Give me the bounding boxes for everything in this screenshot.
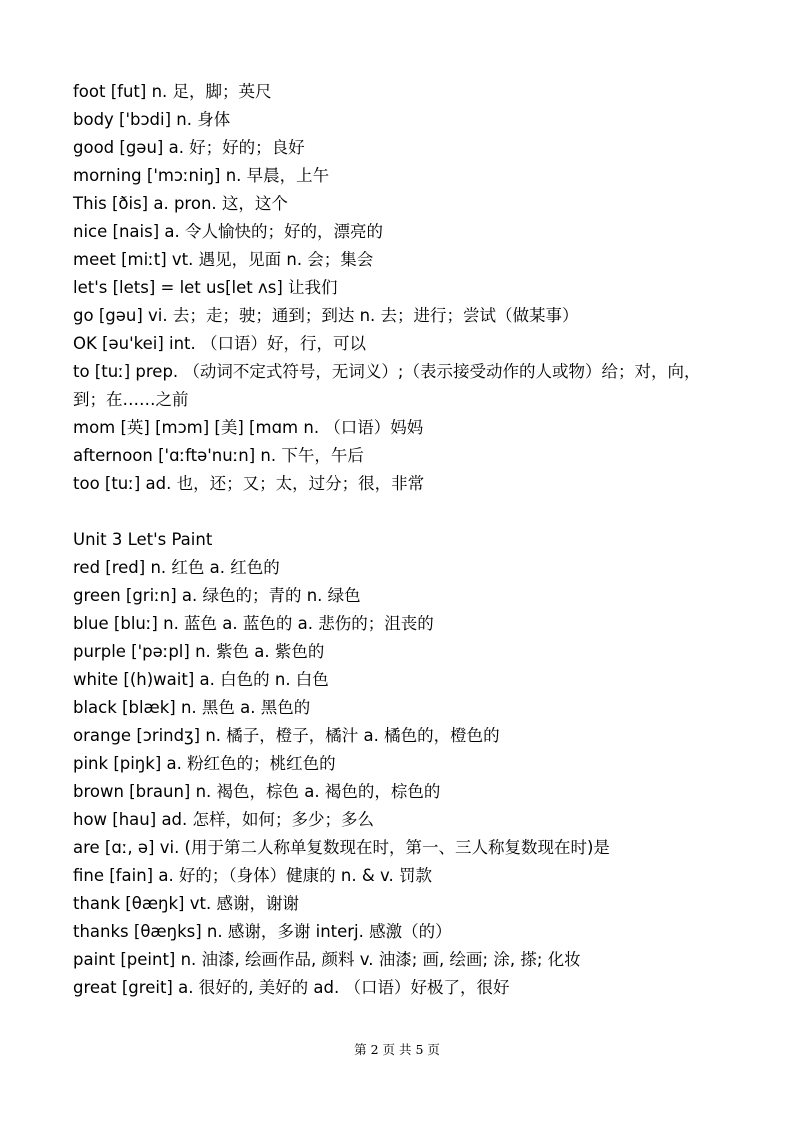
page-number-footer: 第 2 页 共 5 页	[354, 1042, 440, 1057]
entry-great: great [greit] a. 很好的, 美好的 ad. （口语）好极了，很好	[73, 978, 510, 997]
entry-foot: foot [fut] n. 足，脚；英尺	[73, 82, 272, 101]
entry-fine: fine [fain] a. 好的；（身体）健康的 n. & v. 罚款	[73, 866, 432, 885]
entry-to: to [tuː] prep. （动词不定式符号，无词义）;（表示接受动作的人或物）给；对，向，到；在……之前	[73, 362, 701, 409]
entry-black: black [blæk] n. 黑色 a. 黑色的	[73, 698, 311, 717]
entry-purple: purple ['pəːpl] n. 紫色 a. 紫色的	[73, 642, 325, 661]
entry-are: are [ɑː, ə] vi. (用于第二人称单复数现在时，第一、三人称复数现在时)是	[73, 838, 610, 857]
entry-nice: nice [nais] a. 令人愉快的；好的，漂亮的	[73, 222, 383, 241]
entry-this: This [ðis] a. pron. 这，这个	[73, 194, 288, 213]
entry-brown: brown [braun] n. 褐色，棕色 a. 褐色的，棕色的	[73, 782, 441, 801]
entry-too: too [tuː] ad. 也，还；又；太，过分；很，非常	[73, 474, 425, 493]
unit-heading: Unit 3 Let's Paint	[73, 530, 213, 549]
entry-good: good [gəu] a. 好；好的；良好	[73, 138, 305, 157]
entry-ok: OK [əu'kei] int. （口语）好，行，可以	[73, 334, 367, 353]
entry-go: go [gəu] vi. 去；走；驶；通到；到达 n. 去；进行；尝试（做某事）	[73, 306, 579, 325]
vocabulary-list	[73, 78, 733, 1002]
entry-orange: orange [ɔrindʒ] n. 橘子，橙子，橘汁 a. 橘色的，橙色的	[73, 726, 500, 745]
entry-morning: morning ['mɔːniŋ] n. 早晨，上午	[73, 166, 330, 185]
spacer	[73, 498, 733, 526]
entry-lets: let's [lets] = let us[let ʌs] 让我们	[73, 278, 338, 297]
entry-green: green [griːn] a. 绿色的；青的 n. 绿色	[73, 586, 361, 605]
entry-mom: mom [英] [mɔm] [美] [mɑm n. （口语）妈妈	[73, 418, 424, 437]
entry-red: red [red] n. 红色 a. 红色的	[73, 558, 280, 577]
entry-pink: pink [piŋk] a. 粉红色的；桃红色的	[73, 754, 336, 773]
entry-meet: meet [miːt] vt. 遇见，见面 n. 会；集会	[73, 250, 374, 269]
entry-afternoon: afternoon ['ɑːftə'nuːn] n. 下午，午后	[73, 446, 364, 465]
entry-blue: blue [bluː] n. 蓝色 a. 蓝色的 a. 悲伤的；沮丧的	[73, 614, 434, 633]
entry-thank: thank [θæŋk] vt. 感谢，谢谢	[73, 894, 299, 913]
entry-thanks: thanks [θæŋks] n. 感谢，多谢 interj. 感激（的）	[73, 922, 452, 941]
entry-body: body ['bɔdi] n. 身体	[73, 110, 231, 129]
entry-white: white [(h)wait] a. 白色的 n. 白色	[73, 670, 329, 689]
entry-paint: paint [peint] n. 油漆, 绘画作品, 颜料 v. 油漆; 画, 绘画; 涂, 搽; 化妆	[73, 950, 581, 969]
entry-how: how [hau] ad. 怎样，如何；多少；多么	[73, 810, 375, 829]
